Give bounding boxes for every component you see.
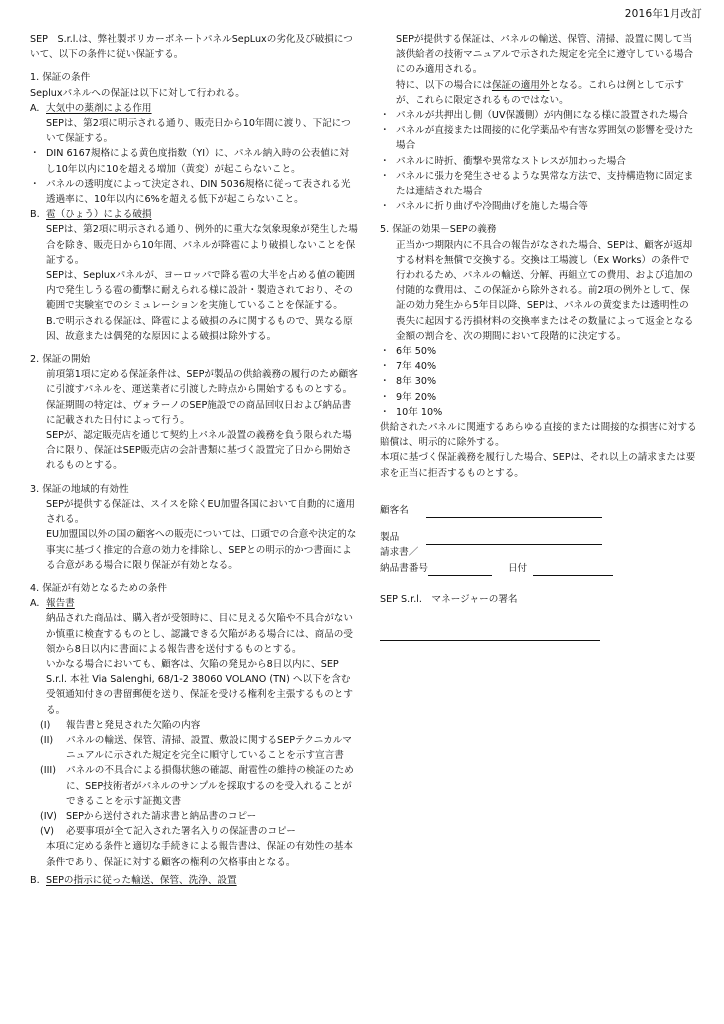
list-item <box>30 146 358 176</box>
rate-year: 6年 <box>396 346 412 358</box>
invoice-label-line1: 請求書／ <box>380 547 419 559</box>
section-1b-para: SEPは、Sepluxパネルが、ヨーロッパで降る雹の大半を占める値の範囲内で発生しうる雹の衝撃に耐えられる様に設計・製造されており、その範囲で実験室でのシミュレーションを実施していることを保証する。 <box>46 270 356 312</box>
bullet-icon: ・ <box>380 376 390 388</box>
not-covered-term: 保証の適用外 <box>491 79 550 91</box>
product-label: 製品 <box>380 532 400 544</box>
bullet-icon: ・ <box>380 361 390 373</box>
rate-percent: 20% <box>414 391 437 403</box>
rate-item <box>380 359 698 374</box>
rate-year: 9年 <box>396 391 412 403</box>
list-item <box>30 718 358 733</box>
intro-text: SEP S.r.l.は、弊社製ポリカーボネートパネルSepLuxの劣化及び破損について、以下の条件に従い保証する。 <box>30 34 353 61</box>
customer-name-label: 顧客名 <box>380 504 409 516</box>
revision-date: 2016年1月改訂 <box>624 8 702 20</box>
exclusion-text: パネルに張力を発生させるような異常な方法で、支持構造物に固定または連結された場合 <box>396 170 694 198</box>
item-text: SEPから送付された請求書と納品書のコピー <box>66 810 257 822</box>
section-4b-exclusion-note <box>380 78 698 108</box>
section-4b-title: SEPの指示に従った輸送、保管、洗浄、設置 <box>46 874 237 886</box>
section-4a-heading <box>30 596 358 611</box>
list-item <box>30 177 358 207</box>
section-1a-title: 大気中の薬剤による作用 <box>46 102 152 114</box>
manager-signature-label: SEP S.r.l. マネージャーの署名 <box>380 593 518 605</box>
right-column <box>380 32 698 641</box>
item-number: (V) <box>40 826 55 838</box>
section-2-title: 2. 保証の開始 <box>30 354 91 366</box>
date-label: 日付 <box>507 562 528 574</box>
section-4b-para: SEPが提供する保証は、パネルの輸送、保管、清掃、設置に関して当該供給者の技術マニュアルで示された規定を完全に遵守している場合にのみ適用される。 <box>396 34 694 76</box>
exclusion-text: パネルに時折、衝撃や異常なストレスが加わった場合 <box>396 155 626 167</box>
section-1-lead: Sepluxパネルへの保証は以下に対して行われる。 <box>30 87 245 99</box>
item-text: パネルの不具合による損傷状態の確認、耐雹性の維持の検証のために、SEP技術者がパネルのサンプルを採取するのを受入れることができることを示す証拠文書 <box>66 765 354 807</box>
customer-name-field[interactable] <box>426 506 602 518</box>
rate-percent: 40% <box>414 361 437 373</box>
section-4b-mark: B. <box>30 874 40 886</box>
bullet-icon: ・ <box>380 406 390 418</box>
section-5-closing: 供給されたパネルに関連するあらゆる直接的または間接的な損害に対する賠償は、明示的に除外する。 <box>380 422 697 449</box>
exclusion-text: パネルが直接または間接的に化学薬品や有害な雰囲気の影響を受けた場合 <box>396 125 694 152</box>
rate-percent: 30% <box>414 376 437 388</box>
bullet-text: DIN 6167規格による黄色度指数（YI）に、パネル納入時の公表値に対し10年以内に10を超える増加（黄変）が起こらないこと。 <box>46 148 349 175</box>
list-item <box>380 108 698 123</box>
list-item <box>380 169 698 199</box>
section-4a-mark: A. <box>30 598 40 610</box>
section-1b-heading <box>30 207 358 222</box>
list-item <box>30 824 358 839</box>
customer-name-row <box>380 503 698 518</box>
section-3-para: EU加盟国以外の国の顧客への販売については、口頭での合意や決定的な事実に基づく推定的合意の効力を排除し、SEPとの明示的かつ書面による合意がある場合に限り保証が有効となる。 <box>46 529 357 571</box>
section-2-para: 保証期間の特定は、ヴォラーノのSEP施設での商品回収日および納品書に記載された日付によって行う。 <box>46 399 352 426</box>
left-column <box>30 32 358 888</box>
section-3-para: SEPが提供する保証は、スイスを除くEU加盟各国において自動的に適用される。 <box>46 498 355 526</box>
bullet-icon: ・ <box>380 125 390 137</box>
bullet-icon: ・ <box>380 170 390 182</box>
bullet-icon: ・ <box>30 148 40 160</box>
section-5-para: 正当かつ期限内に不具合の報告がなされた場合、SEPは、顧客が返却する材料を無償で交換する。交換は工場渡し（Ex Works）の条件で行われるため、パネルの輸送、分解、再組立ての費用、および追加の付随的な費用は、この保証から除外される。前2項の例外として、保証の効力発生から5年目以降、SEPは、パネルの黄変または透明性の喪失に起因する汚損材料の交換率またはその数量によって返金となる金額の割合を、次の期間において段階的に決定する。 <box>396 239 694 342</box>
bullet-icon: ・ <box>30 178 40 190</box>
section-1b-para: SEPは、第2項に明示される通り、例外的に重大な気象現象が発生した場合を除き、販売日から10年間、パネルが降雹により破損しないことを保証する。 <box>46 224 358 266</box>
section-1b-para: B.で明示される保証は、降雹による破損のみに関するもので、異なる原因、故意または偶発的な原因による破損は除外する。 <box>46 315 353 342</box>
section-4b-note-text: 特に、以下の場合には保証の適用外となる。これらは例として示すが、これらに限定されるものではない。 <box>396 79 684 106</box>
list-item <box>380 154 698 169</box>
list-item <box>30 763 358 809</box>
section-1a-text: SEPは、第2項に明示される通り、販売日から10年間に渡り、下記について保証する。 <box>46 118 351 145</box>
section-4a-para: 納品された商品は、購入者が受領時に、目に見える欠陥や不具合がないか慎重に検査するものとし、認識できる欠陥がある場合には、商品の受領から8日以内に書面による報告書を送付するものとする。 <box>46 613 353 655</box>
section-2-para: 前項第1項に定める保証条件は、SEPが製品の供給義務の履行のため顧客に引渡すパネルを、運送業者に引渡した時点から開始するものとする。 <box>46 369 358 396</box>
rate-item <box>380 344 698 359</box>
section-4a-closing: 本項に定める条件と適切な手続きによる報告書は、保証の有効性の基本条件であり、保証に対する顧客の権利の欠格事由となる。 <box>46 841 353 868</box>
item-number: (II) <box>40 734 54 746</box>
rate-year: 10年 <box>396 406 418 418</box>
rate-item <box>380 374 698 389</box>
item-number: (I) <box>40 719 51 731</box>
section-5-title: 5. 保証の効果－SEPの義務 <box>380 224 497 236</box>
invoice-row <box>380 561 698 576</box>
section-4a-title: 報告書 <box>46 598 75 610</box>
section-1-title: 1. 保証の条件 <box>30 72 91 84</box>
invoice-label-line2: 納品書番号 <box>380 562 428 574</box>
section-3-title: 3. 保証の地域的有効性 <box>30 483 129 495</box>
section-1b-mark: B. <box>30 209 40 221</box>
exclusion-text: パネルが共押出し側（UV保護側）が内側になる様に設置された場合 <box>396 110 688 122</box>
bullet-icon: ・ <box>380 201 390 213</box>
section-1a-mark: A. <box>30 102 40 114</box>
product-field[interactable] <box>426 533 602 545</box>
item-text: パネルの輸送、保管、清掃、設置、敷設に関するSEPテクニカルマニュアルに示された規定を完全に順守していることを示す宣言書 <box>66 734 352 762</box>
date-field[interactable] <box>533 564 613 576</box>
section-2-para: SEPが、認定販売店を通じて契約上パネル設置の義務を負う限られた場合に限り、保証はSEP販売店の会計書類に基づく設置完了日から開始されるものとする。 <box>46 430 352 472</box>
list-item <box>30 733 358 763</box>
list-item <box>380 123 698 153</box>
section-1a-heading <box>30 101 358 116</box>
item-number: (III) <box>40 765 56 777</box>
item-text: 報告書と発見された欠陥の内容 <box>66 719 201 731</box>
bullet-text: パネルの透明度によって決定され、DIN 5036規格に従って表される光透過率に、10年以内に6%を超える低下が起こらないこと。 <box>46 178 351 206</box>
product-row <box>380 530 698 545</box>
section-4a-para: いかなる場合においても、顧客は、欠陥の発見から8日以内に、SEP S.r.l. 本社 Via Salenghi, 68/1-2 38060 VOLANO (TN) へ以下を含む受領通知付きの書留郵便を送り、保証を受ける権利を主張するものとする。 <box>46 658 353 716</box>
item-text: 必要事項が全て記入された署名入りの保証書のコピー <box>66 826 296 838</box>
bullet-icon: ・ <box>380 391 390 403</box>
rate-percent: 50% <box>414 346 437 358</box>
rate-percent: 10% <box>420 406 443 418</box>
rate-item <box>380 390 698 405</box>
item-number: (IV) <box>40 810 57 822</box>
exclusion-text: パネルに折り曲げや冷間曲げを施した場合等 <box>396 201 588 213</box>
list-item <box>380 199 698 214</box>
bullet-icon: ・ <box>380 110 390 122</box>
list-item <box>30 809 358 824</box>
manager-signature-field[interactable] <box>380 629 600 641</box>
section-4-title: 4. 保証が有効となるための条件 <box>30 582 167 594</box>
bullet-icon: ・ <box>380 346 390 358</box>
section-4b-heading <box>30 873 358 888</box>
bullet-icon: ・ <box>380 155 390 167</box>
rate-item <box>380 405 698 420</box>
rate-year: 8年 <box>396 376 412 388</box>
rate-year: 7年 <box>396 361 412 373</box>
section-5-closing: 本項に基づく保証義務を履行した場合、SEPは、それ以上の請求または要求を正当に拒否するものとする。 <box>380 452 696 479</box>
invoice-number-field[interactable] <box>428 564 492 576</box>
section-1b-title: 雹（ひょう）による破損 <box>46 209 152 221</box>
